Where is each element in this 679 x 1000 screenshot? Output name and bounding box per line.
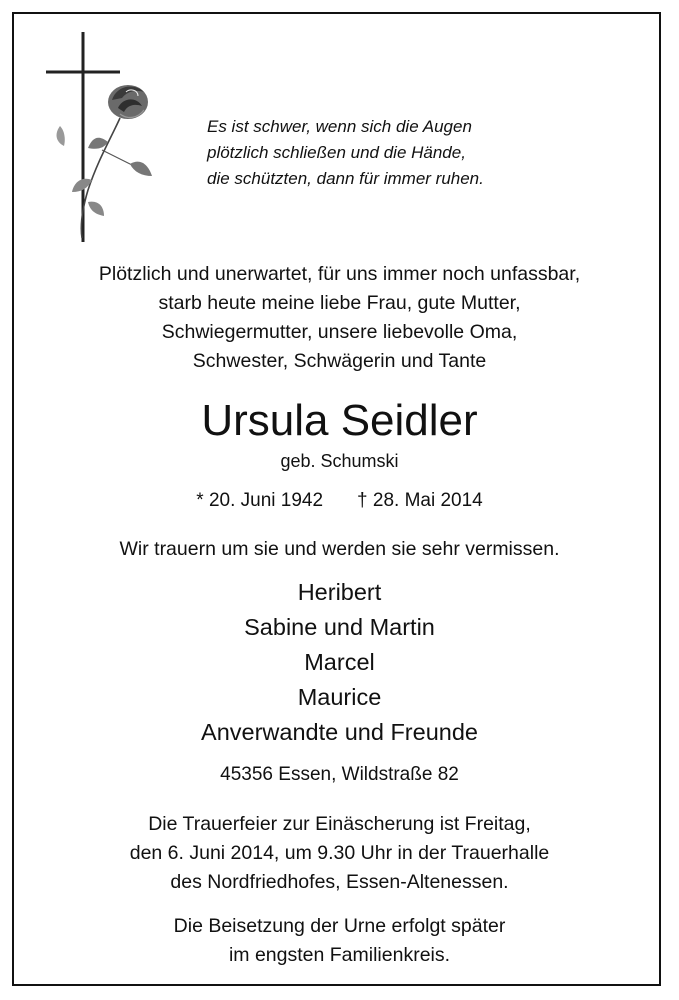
mourning-line: Wir trauern um sie und werden sie sehr vermissen.	[119, 538, 560, 560]
cross-with-rose-icon	[42, 30, 162, 245]
family-member: Heribert	[297, 579, 382, 605]
service-line: Die Trauerfeier zur Einäscherung ist Freitag,	[148, 813, 531, 835]
quote-line: Es ist schwer, wenn sich die Augen	[207, 117, 472, 136]
quote-line: plötzlich schließen und die Hände,	[207, 143, 466, 162]
family-list	[0, 575, 679, 750]
announcement-text	[0, 260, 679, 376]
service-info	[0, 810, 679, 897]
announcement-line: Schwiegermutter, unsere liebevolle Oma,	[161, 321, 518, 343]
family-member: Sabine und Martin	[244, 614, 435, 640]
burial-line: Die Beisetzung der Urne erfolgt später	[173, 915, 506, 937]
announcement-line: starb heute meine liebe Frau, gute Mutter,	[158, 292, 521, 314]
quote-line: die schützten, dann für immer ruhen.	[207, 169, 484, 188]
service-line: den 6. Juni 2014, um 9.30 Uhr in der Trauerhalle	[129, 842, 550, 864]
announcement-line: Schwester, Schwägerin und Tante	[192, 350, 487, 372]
deceased-name: Ursula Seidler	[201, 396, 478, 445]
service-line: des Nordfriedhofes, Essen-Altenessen.	[170, 871, 509, 893]
maiden-name: geb. Schumski	[280, 451, 399, 471]
birth-date: * 20. Juni 1942	[196, 490, 324, 511]
death-date: † 28. Mai 2014	[357, 490, 483, 511]
family-member: Marcel	[304, 649, 375, 675]
burial-line: im engsten Familienkreis.	[228, 944, 451, 966]
family-member: Maurice	[297, 684, 382, 710]
life-dates	[0, 487, 679, 515]
announcement-line: Plötzlich und unerwartet, für uns immer noch unfassbar,	[98, 263, 581, 285]
address: 45356 Essen, Wildstraße 82	[220, 764, 459, 785]
family-member: Anverwandte und Freunde	[201, 719, 478, 745]
quote-text	[207, 114, 627, 192]
burial-info	[0, 912, 679, 970]
